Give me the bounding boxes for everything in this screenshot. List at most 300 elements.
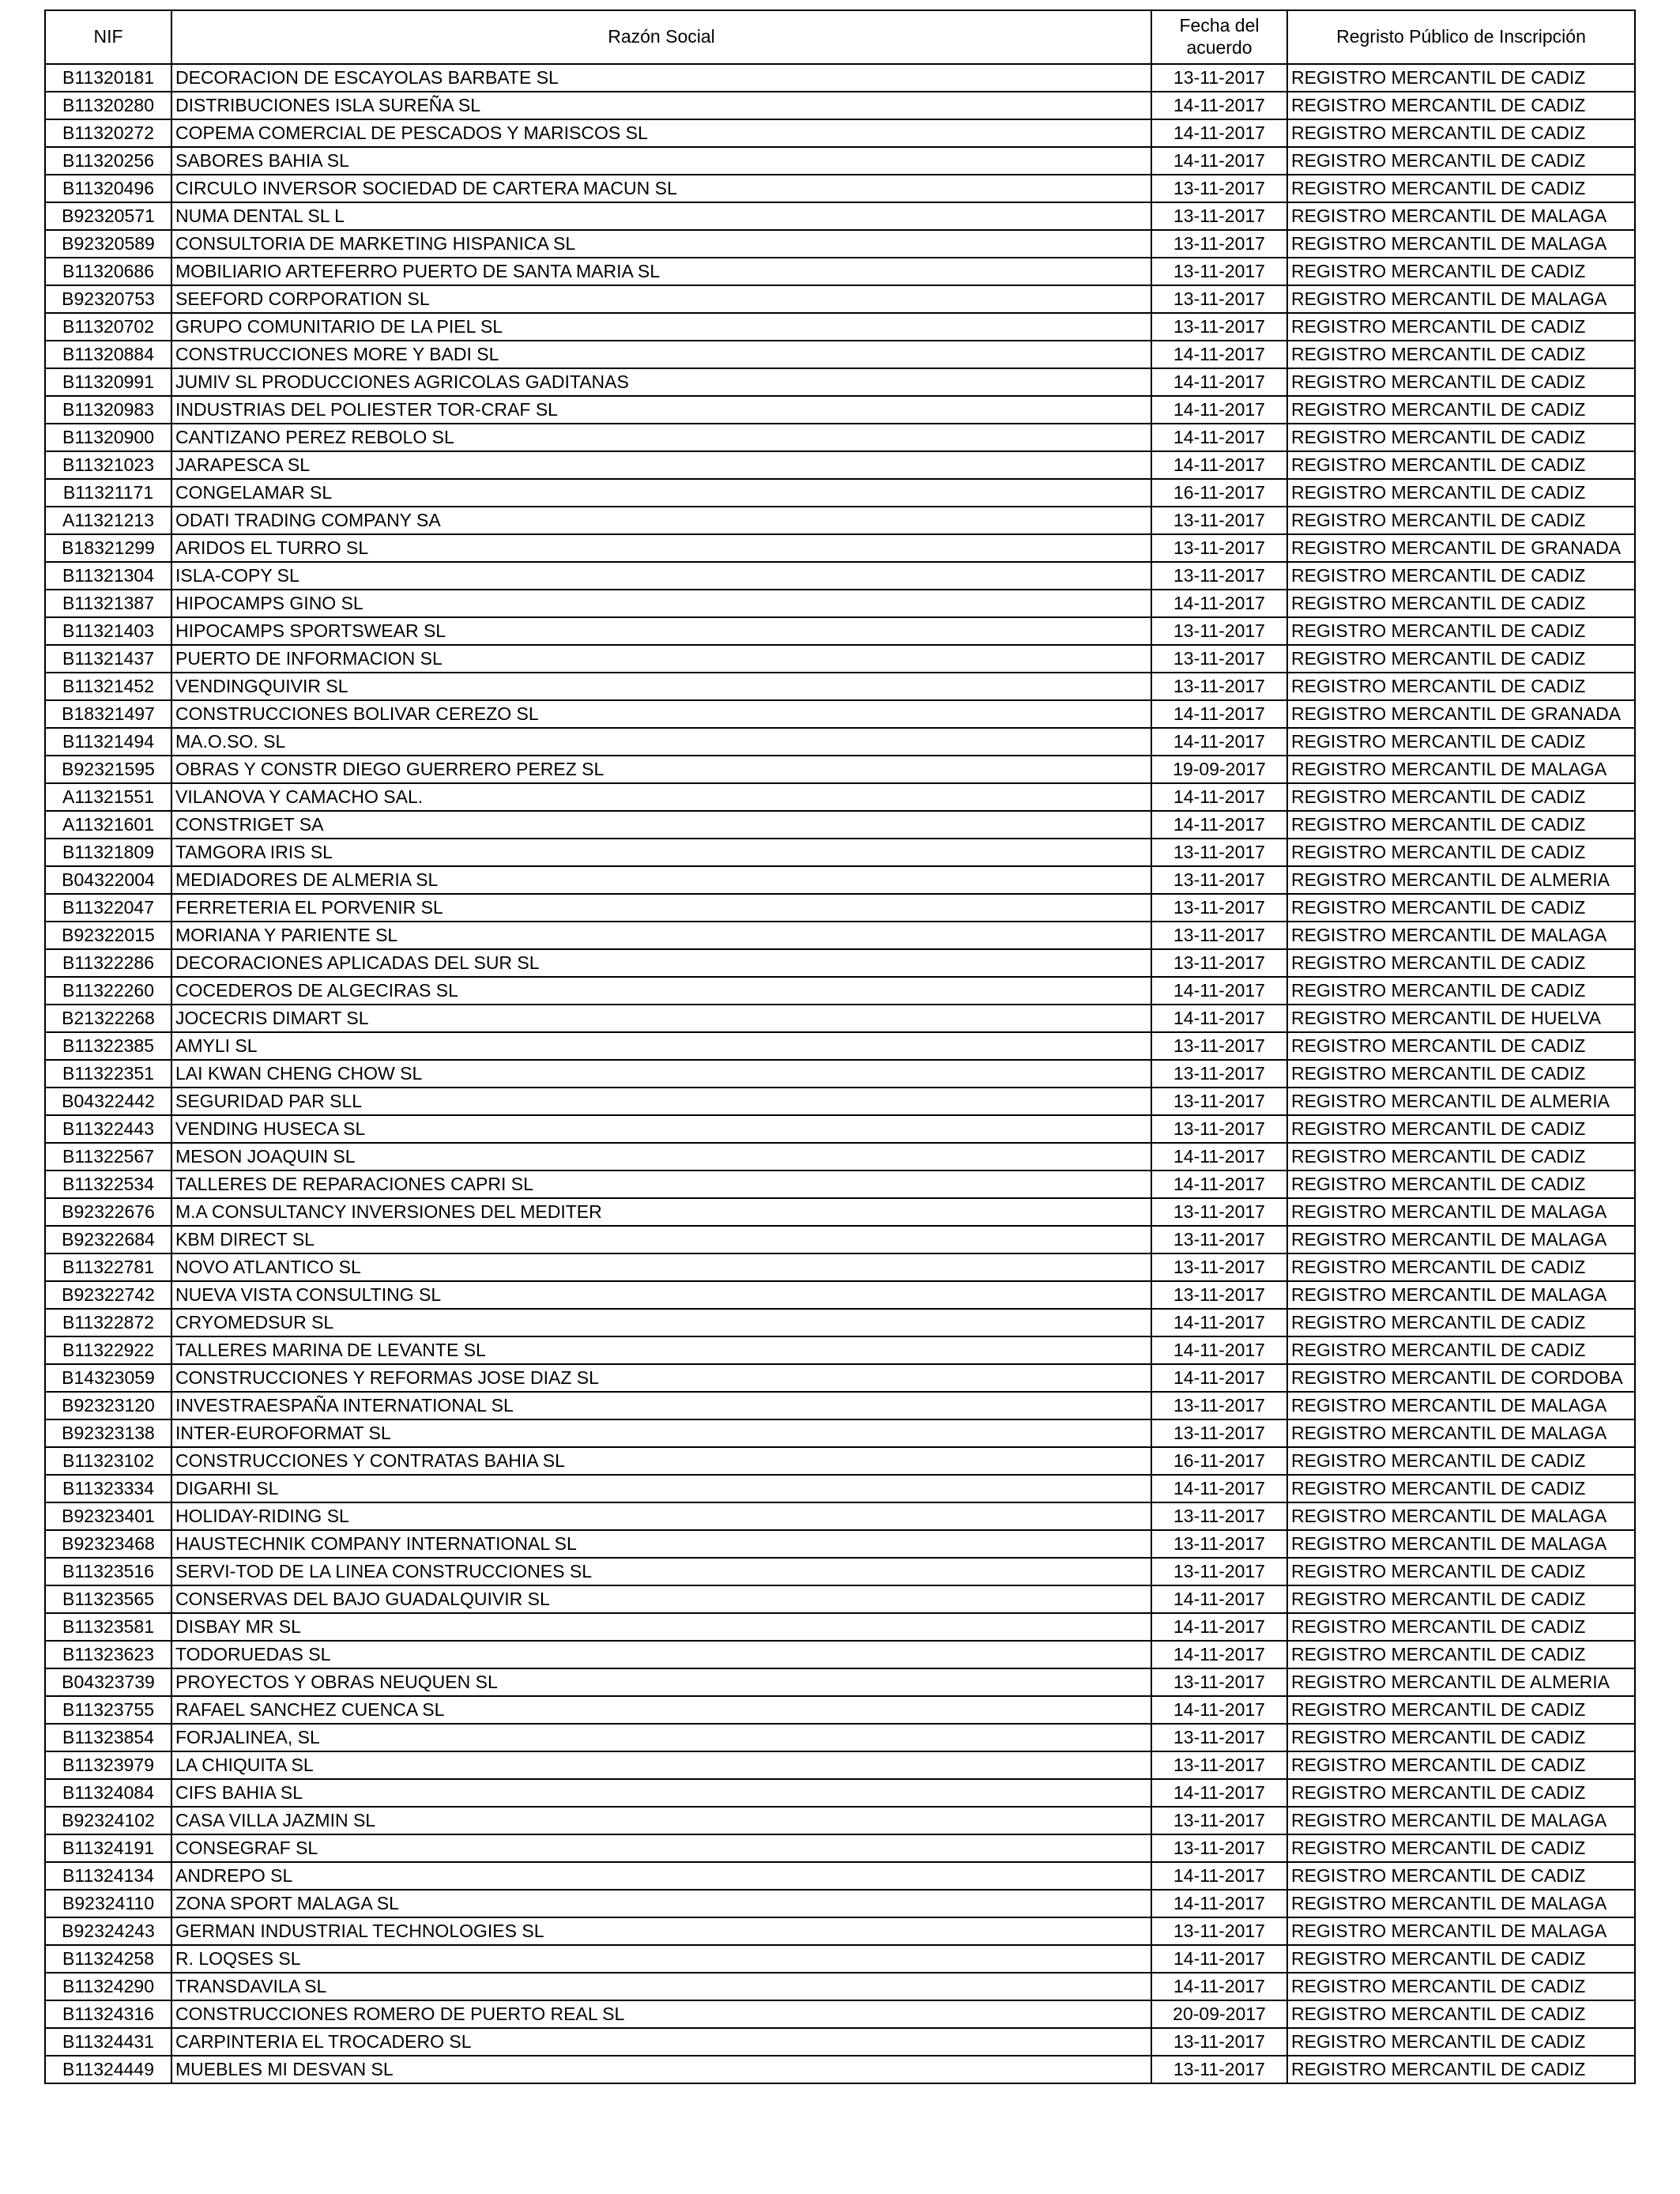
razon-social-cell: SERVI-TOD DE LA LINEA CONSTRUCCIONES SL [171, 1558, 1151, 1585]
table-row [45, 673, 1635, 700]
registro-cell: REGISTRO MERCANTIL DE CADIZ [1287, 2000, 1635, 2028]
registro-cell: REGISTRO MERCANTIL DE CADIZ [1287, 1171, 1635, 1198]
nif-cell: B11322567 [45, 1143, 171, 1171]
nif-cell: B11320983 [45, 396, 171, 424]
nif-cell: B92322742 [45, 1281, 171, 1309]
razon-social-cell: JARAPESCA SL [171, 451, 1151, 479]
razon-social-cell: DISTRIBUCIONES ISLA SUREÑA SL [171, 92, 1151, 119]
table-row [45, 424, 1635, 451]
nif-cell: B11321171 [45, 479, 171, 507]
registro-cell: REGISTRO MERCANTIL DE CADIZ [1287, 1309, 1635, 1336]
fecha-cell: 13-11-2017 [1151, 202, 1287, 230]
registro-cell: REGISTRO MERCANTIL DE CADIZ [1287, 1475, 1635, 1502]
fecha-cell: 14-11-2017 [1151, 1171, 1287, 1198]
fecha-cell: 14-11-2017 [1151, 1309, 1287, 1336]
razon-social-cell: NUEVA VISTA CONSULTING SL [171, 1281, 1151, 1309]
header-nif: NIF [45, 10, 171, 64]
nif-cell: B18321497 [45, 700, 171, 728]
razon-social-cell: CONSTRUCCIONES MORE Y BADI SL [171, 341, 1151, 368]
nif-cell: B11320272 [45, 119, 171, 147]
fecha-cell: 14-11-2017 [1151, 1585, 1287, 1613]
razon-social-cell: AMYLI SL [171, 1032, 1151, 1060]
fecha-cell: 14-11-2017 [1151, 1143, 1287, 1171]
table-row [45, 783, 1635, 811]
fecha-cell: 13-11-2017 [1151, 1253, 1287, 1281]
registro-cell: REGISTRO MERCANTIL DE CADIZ [1287, 2028, 1635, 2056]
table-row [45, 1032, 1635, 1060]
razon-social-cell: NOVO ATLANTICO SL [171, 1253, 1151, 1281]
table-row [45, 562, 1635, 590]
razon-social-cell: SABORES BAHIA SL [171, 147, 1151, 175]
razon-social-cell: CIRCULO INVERSOR SOCIEDAD DE CARTERA MACUN SL [171, 175, 1151, 202]
nif-cell: B04322442 [45, 1088, 171, 1115]
razon-social-cell: SEEFORD CORPORATION SL [171, 285, 1151, 313]
registro-cell: REGISTRO MERCANTIL DE MALAGA [1287, 922, 1635, 949]
fecha-cell: 14-11-2017 [1151, 783, 1287, 811]
nif-cell: B14323059 [45, 1364, 171, 1392]
razon-social-cell: CONSERVAS DEL BAJO GUADALQUIVIR SL [171, 1585, 1151, 1613]
fecha-cell: 14-11-2017 [1151, 728, 1287, 756]
fecha-cell: 13-11-2017 [1151, 894, 1287, 922]
fecha-cell: 13-11-2017 [1151, 1558, 1287, 1585]
header-fecha-acuerdo: Fecha del acuerdo [1151, 10, 1287, 64]
table-row [45, 1696, 1635, 1724]
fecha-cell: 14-11-2017 [1151, 368, 1287, 396]
table-row [45, 2028, 1635, 2056]
nif-cell: B11324316 [45, 2000, 171, 2028]
header-registro: Regristo Público de Inscripción [1287, 10, 1635, 64]
registro-cell: REGISTRO MERCANTIL DE CADIZ [1287, 1558, 1635, 1585]
razon-social-cell: GRUPO COMUNITARIO DE LA PIEL SL [171, 313, 1151, 341]
nif-cell: B92324110 [45, 1890, 171, 1917]
fecha-cell: 13-11-2017 [1151, 1502, 1287, 1530]
razon-social-cell: CRYOMEDSUR SL [171, 1309, 1151, 1336]
registro-cell: REGISTRO MERCANTIL DE MALAGA [1287, 230, 1635, 258]
nif-cell: B11320280 [45, 92, 171, 119]
fecha-cell: 14-11-2017 [1151, 1890, 1287, 1917]
registro-cell: REGISTRO MERCANTIL DE CADIZ [1287, 1032, 1635, 1060]
razon-social-cell: M.A CONSULTANCY INVERSIONES DEL MEDITER [171, 1198, 1151, 1226]
registro-cell: REGISTRO MERCANTIL DE MALAGA [1287, 1281, 1635, 1309]
registro-cell: REGISTRO MERCANTIL DE CADIZ [1287, 645, 1635, 673]
fecha-cell: 13-11-2017 [1151, 1807, 1287, 1834]
registro-cell: REGISTRO MERCANTIL DE HUELVA [1287, 1005, 1635, 1032]
registro-cell: REGISTRO MERCANTIL DE CADIZ [1287, 1834, 1635, 1862]
razon-social-cell: TODORUEDAS SL [171, 1641, 1151, 1668]
razon-social-cell: COCEDEROS DE ALGECIRAS SL [171, 977, 1151, 1005]
nif-cell: B11320256 [45, 147, 171, 175]
razon-social-cell: CANTIZANO PEREZ REBOLO SL [171, 424, 1151, 451]
fecha-cell: 13-11-2017 [1151, 507, 1287, 534]
fecha-cell: 14-11-2017 [1151, 396, 1287, 424]
razon-social-cell: HIPOCAMPS SPORTSWEAR SL [171, 617, 1151, 645]
registro-cell: REGISTRO MERCANTIL DE CADIZ [1287, 92, 1635, 119]
razon-social-cell: ZONA SPORT MALAGA SL [171, 1890, 1151, 1917]
table-row [45, 1668, 1635, 1696]
registro-cell: REGISTRO MERCANTIL DE CADIZ [1287, 1862, 1635, 1890]
registro-cell: REGISTRO MERCANTIL DE ALMERIA [1287, 1088, 1635, 1115]
registro-cell: REGISTRO MERCANTIL DE CADIZ [1287, 977, 1635, 1005]
registro-cell: REGISTRO MERCANTIL DE CADIZ [1287, 507, 1635, 534]
fecha-cell: 13-11-2017 [1151, 534, 1287, 562]
razon-social-cell: LAI KWAN CHENG CHOW SL [171, 1060, 1151, 1088]
registro-cell: REGISTRO MERCANTIL DE CADIZ [1287, 1060, 1635, 1088]
table-row [45, 451, 1635, 479]
registro-cell: REGISTRO MERCANTIL DE CADIZ [1287, 1253, 1635, 1281]
table-row [45, 1613, 1635, 1641]
razon-social-cell: OBRAS Y CONSTR DIEGO GUERRERO PEREZ SL [171, 756, 1151, 783]
fecha-cell: 13-11-2017 [1151, 175, 1287, 202]
table-row [45, 1171, 1635, 1198]
table-row [45, 230, 1635, 258]
razon-social-cell: CONSTRUCCIONES Y CONTRATAS BAHIA SL [171, 1447, 1151, 1475]
nif-cell: B92323138 [45, 1419, 171, 1447]
registro-cell: REGISTRO MERCANTIL DE CADIZ [1287, 1751, 1635, 1779]
razon-social-cell: COPEMA COMERCIAL DE PESCADOS Y MARISCOS SL [171, 119, 1151, 147]
razon-social-cell: PUERTO DE INFORMACION SL [171, 645, 1151, 673]
registro-cell: REGISTRO MERCANTIL DE MALAGA [1287, 1890, 1635, 1917]
fecha-cell: 13-11-2017 [1151, 839, 1287, 866]
razon-social-cell: CARPINTERIA EL TROCADERO SL [171, 2028, 1151, 2056]
fecha-cell: 13-11-2017 [1151, 1392, 1287, 1419]
registro-cell: REGISTRO MERCANTIL DE CADIZ [1287, 1724, 1635, 1751]
registro-cell: REGISTRO MERCANTIL DE MALAGA [1287, 1502, 1635, 1530]
fecha-cell: 20-09-2017 [1151, 2000, 1287, 2028]
razon-social-cell: ARIDOS EL TURRO SL [171, 534, 1151, 562]
razon-social-cell: DECORACION DE ESCAYOLAS BARBATE SL [171, 64, 1151, 92]
nif-cell: B92321595 [45, 756, 171, 783]
registro-cell: REGISTRO MERCANTIL DE CADIZ [1287, 590, 1635, 617]
nif-cell: B11323755 [45, 1696, 171, 1724]
nif-cell: B11323581 [45, 1613, 171, 1641]
fecha-cell: 13-11-2017 [1151, 1751, 1287, 1779]
registro-cell: REGISTRO MERCANTIL DE CADIZ [1287, 1641, 1635, 1668]
fecha-cell: 13-11-2017 [1151, 258, 1287, 285]
fecha-cell: 13-11-2017 [1151, 2028, 1287, 2056]
razon-social-cell: ANDREPO SL [171, 1862, 1151, 1890]
registro-cell: REGISTRO MERCANTIL DE MALAGA [1287, 1419, 1635, 1447]
table-row [45, 1917, 1635, 1945]
razon-social-cell: CONSTRIGET SA [171, 811, 1151, 839]
table-row [45, 866, 1635, 894]
fecha-cell: 14-11-2017 [1151, 1862, 1287, 1890]
table-row [45, 313, 1635, 341]
table-row [45, 1253, 1635, 1281]
table-row [45, 1834, 1635, 1862]
razon-social-cell: CONSTRUCCIONES BOLIVAR CEREZO SL [171, 700, 1151, 728]
registro-cell: REGISTRO MERCANTIL DE CADIZ [1287, 1585, 1635, 1613]
registro-cell: REGISTRO MERCANTIL DE MALAGA [1287, 202, 1635, 230]
razon-social-cell: ODATI TRADING COMPANY SA [171, 507, 1151, 534]
registro-cell: REGISTRO MERCANTIL DE CADIZ [1287, 949, 1635, 977]
fecha-cell: 14-11-2017 [1151, 1364, 1287, 1392]
registro-cell: REGISTRO MERCANTIL DE CADIZ [1287, 258, 1635, 285]
razon-social-cell: MEDIADORES DE ALMERIA SL [171, 866, 1151, 894]
razon-social-cell: INDUSTRIAS DEL POLIESTER TOR-CRAF SL [171, 396, 1151, 424]
fecha-cell: 13-11-2017 [1151, 645, 1287, 673]
registro-cell: REGISTRO MERCANTIL DE CADIZ [1287, 1779, 1635, 1807]
registro-cell: REGISTRO MERCANTIL DE MALAGA [1287, 1226, 1635, 1253]
table-row [45, 811, 1635, 839]
nif-cell: B11322872 [45, 1309, 171, 1336]
table-row [45, 894, 1635, 922]
fecha-cell: 14-11-2017 [1151, 700, 1287, 728]
fecha-cell: 13-11-2017 [1151, 673, 1287, 700]
nif-cell: B11323102 [45, 1447, 171, 1475]
table-row [45, 1419, 1635, 1447]
razon-social-cell: CONGELAMAR SL [171, 479, 1151, 507]
nif-cell: B11320496 [45, 175, 171, 202]
nif-cell: B11321494 [45, 728, 171, 756]
table-row [45, 839, 1635, 866]
nif-cell: B92323401 [45, 1502, 171, 1530]
fecha-cell: 13-11-2017 [1151, 313, 1287, 341]
nif-cell: B11320686 [45, 258, 171, 285]
table-row [45, 1447, 1635, 1475]
fecha-cell: 13-11-2017 [1151, 922, 1287, 949]
registro-cell: REGISTRO MERCANTIL DE CADIZ [1287, 811, 1635, 839]
table-row [45, 1558, 1635, 1585]
table-row [45, 1779, 1635, 1807]
registro-cell: REGISTRO MERCANTIL DE CADIZ [1287, 2056, 1635, 2083]
fecha-cell: 14-11-2017 [1151, 1779, 1287, 1807]
header-razon-social: Razón Social [171, 10, 1151, 64]
razon-social-cell: CONSTRUCCIONES ROMERO DE PUERTO REAL SL [171, 2000, 1151, 2028]
nif-cell: B11323516 [45, 1558, 171, 1585]
table-row [45, 2056, 1635, 2083]
table-row [45, 1392, 1635, 1419]
nif-cell: B11323565 [45, 1585, 171, 1613]
nif-cell: B11324449 [45, 2056, 171, 2083]
table-row [45, 119, 1635, 147]
registro-cell: REGISTRO MERCANTIL DE CADIZ [1287, 64, 1635, 92]
registro-cell: REGISTRO MERCANTIL DE CADIZ [1287, 562, 1635, 590]
nif-cell: B11322534 [45, 1171, 171, 1198]
registro-cell: REGISTRO MERCANTIL DE CADIZ [1287, 313, 1635, 341]
table-row [45, 617, 1635, 645]
nif-cell: B11324134 [45, 1862, 171, 1890]
table-row [45, 1530, 1635, 1558]
fecha-cell: 14-11-2017 [1151, 811, 1287, 839]
nif-cell: B21322268 [45, 1005, 171, 1032]
nif-cell: B11324290 [45, 1973, 171, 2000]
nif-cell: B11324084 [45, 1779, 171, 1807]
table-row [45, 1364, 1635, 1392]
table-row [45, 1862, 1635, 1890]
nif-cell: B11322385 [45, 1032, 171, 1060]
fecha-cell: 14-11-2017 [1151, 424, 1287, 451]
registro-cell: REGISTRO MERCANTIL DE CADIZ [1287, 1447, 1635, 1475]
registro-cell: REGISTRO MERCANTIL DE GRANADA [1287, 700, 1635, 728]
fecha-cell: 13-11-2017 [1151, 1088, 1287, 1115]
table-row [45, 92, 1635, 119]
nif-cell: B11323979 [45, 1751, 171, 1779]
table-row [45, 1198, 1635, 1226]
fecha-cell: 14-11-2017 [1151, 1005, 1287, 1032]
nif-cell: B92322676 [45, 1198, 171, 1226]
fecha-cell: 13-11-2017 [1151, 1281, 1287, 1309]
nif-cell: B11321437 [45, 645, 171, 673]
fecha-cell: 14-11-2017 [1151, 1475, 1287, 1502]
registro-cell: REGISTRO MERCANTIL DE CADIZ [1287, 1143, 1635, 1171]
fecha-cell: 13-11-2017 [1151, 949, 1287, 977]
nif-cell: B92320753 [45, 285, 171, 313]
fecha-cell: 13-11-2017 [1151, 866, 1287, 894]
nif-cell: B11320991 [45, 368, 171, 396]
table-row [45, 1309, 1635, 1336]
table-row [45, 1005, 1635, 1032]
registro-cell: REGISTRO MERCANTIL DE MALAGA [1287, 756, 1635, 783]
table-row [45, 1502, 1635, 1530]
nif-cell: B11321452 [45, 673, 171, 700]
table-row [45, 1115, 1635, 1143]
fecha-cell: 13-11-2017 [1151, 64, 1287, 92]
nif-cell: B11321304 [45, 562, 171, 590]
nif-cell: A11321213 [45, 507, 171, 534]
razon-social-cell: LA CHIQUITA SL [171, 1751, 1151, 1779]
fecha-cell: 14-11-2017 [1151, 341, 1287, 368]
fecha-cell: 14-11-2017 [1151, 92, 1287, 119]
nif-cell: B11321023 [45, 451, 171, 479]
razon-social-cell: DECORACIONES APLICADAS DEL SUR SL [171, 949, 1151, 977]
fecha-cell: 14-11-2017 [1151, 1696, 1287, 1724]
fecha-cell: 19-09-2017 [1151, 756, 1287, 783]
razon-social-cell: DISBAY MR SL [171, 1613, 1151, 1641]
registro-cell: REGISTRO MERCANTIL DE MALAGA [1287, 285, 1635, 313]
registro-cell: REGISTRO MERCANTIL DE CADIZ [1287, 894, 1635, 922]
razon-social-cell: VENDINGQUIVIR SL [171, 673, 1151, 700]
nif-cell: B92324102 [45, 1807, 171, 1834]
registro-cell: REGISTRO MERCANTIL DE CADIZ [1287, 147, 1635, 175]
registro-cell: REGISTRO MERCANTIL DE CADIZ [1287, 673, 1635, 700]
nif-cell: B92323468 [45, 1530, 171, 1558]
registro-cell: REGISTRO MERCANTIL DE ALMERIA [1287, 866, 1635, 894]
registro-cell: REGISTRO MERCANTIL DE CADIZ [1287, 424, 1635, 451]
nif-cell: B92322015 [45, 922, 171, 949]
table-row [45, 1475, 1635, 1502]
razon-social-cell: TRANSDAVILA SL [171, 1973, 1151, 2000]
table-row [45, 590, 1635, 617]
razon-social-cell: MUEBLES MI DESVAN SL [171, 2056, 1151, 2083]
nif-cell: B11323623 [45, 1641, 171, 1668]
nif-cell: B11320900 [45, 424, 171, 451]
nif-cell: B11321387 [45, 590, 171, 617]
nif-cell: B11322922 [45, 1336, 171, 1364]
razon-social-cell: HOLIDAY-RIDING SL [171, 1502, 1151, 1530]
razon-social-cell: ISLA-COPY SL [171, 562, 1151, 590]
fecha-cell: 13-11-2017 [1151, 617, 1287, 645]
nif-cell: B11320884 [45, 341, 171, 368]
nif-cell: B11322286 [45, 949, 171, 977]
table-row [45, 1143, 1635, 1171]
nif-cell: B11322351 [45, 1060, 171, 1088]
table-row [45, 147, 1635, 175]
table-row [45, 728, 1635, 756]
razon-social-cell: MESON JOAQUIN SL [171, 1143, 1151, 1171]
table-row [45, 368, 1635, 396]
table-row [45, 1890, 1635, 1917]
fecha-cell: 13-11-2017 [1151, 1668, 1287, 1696]
fecha-cell: 14-11-2017 [1151, 1945, 1287, 1973]
fecha-cell: 13-11-2017 [1151, 285, 1287, 313]
table-row [45, 1807, 1635, 1834]
table-row [45, 756, 1635, 783]
table-row [45, 977, 1635, 1005]
nif-cell: B11322443 [45, 1115, 171, 1143]
table-row [45, 396, 1635, 424]
registro-cell: REGISTRO MERCANTIL DE CADIZ [1287, 451, 1635, 479]
fecha-cell: 13-11-2017 [1151, 1419, 1287, 1447]
fecha-cell: 14-11-2017 [1151, 1973, 1287, 2000]
header-row [45, 10, 1635, 64]
table-row [45, 949, 1635, 977]
nif-cell: B11320702 [45, 313, 171, 341]
razon-social-cell: JUMIV SL PRODUCCIONES AGRICOLAS GADITANAS [171, 368, 1151, 396]
razon-social-cell: CONSTRUCCIONES Y REFORMAS JOSE DIAZ SL [171, 1364, 1151, 1392]
nif-cell: B11324191 [45, 1834, 171, 1862]
registro-cell: REGISTRO MERCANTIL DE CADIZ [1287, 119, 1635, 147]
fecha-cell: 14-11-2017 [1151, 977, 1287, 1005]
registro-cell: REGISTRO MERCANTIL DE CADIZ [1287, 1336, 1635, 1364]
razon-social-cell: CONSEGRAF SL [171, 1834, 1151, 1862]
registro-cell: REGISTRO MERCANTIL DE GRANADA [1287, 534, 1635, 562]
razon-social-cell: PROYECTOS Y OBRAS NEUQUEN SL [171, 1668, 1151, 1696]
registro-cell: REGISTRO MERCANTIL DE CADIZ [1287, 396, 1635, 424]
table-row [45, 1751, 1635, 1779]
registro-cell: REGISTRO MERCANTIL DE MALAGA [1287, 1530, 1635, 1558]
fecha-cell: 14-11-2017 [1151, 1641, 1287, 1668]
table-row [45, 479, 1635, 507]
registro-cell: REGISTRO MERCANTIL DE CADIZ [1287, 1115, 1635, 1143]
razon-social-cell: DIGARHI SL [171, 1475, 1151, 1502]
nif-cell: B92324243 [45, 1917, 171, 1945]
nif-cell: B11324431 [45, 2028, 171, 2056]
table-row [45, 1281, 1635, 1309]
razon-social-cell: HAUSTECHNIK COMPANY INTERNATIONAL SL [171, 1530, 1151, 1558]
nif-cell: B11323854 [45, 1724, 171, 1751]
razon-social-cell: FORJALINEA, SL [171, 1724, 1151, 1751]
registro-cell: REGISTRO MERCANTIL DE MALAGA [1287, 1807, 1635, 1834]
registro-cell: REGISTRO MERCANTIL DE CADIZ [1287, 341, 1635, 368]
razon-social-cell: TALLERES DE REPARACIONES CAPRI SL [171, 1171, 1151, 1198]
registro-cell: REGISTRO MERCANTIL DE MALAGA [1287, 1917, 1635, 1945]
nif-cell: B92320589 [45, 230, 171, 258]
registro-cell: REGISTRO MERCANTIL DE CADIZ [1287, 479, 1635, 507]
registro-cell: REGISTRO MERCANTIL DE CADIZ [1287, 1613, 1635, 1641]
table-row [45, 1724, 1635, 1751]
fecha-cell: 13-11-2017 [1151, 1724, 1287, 1751]
razon-social-cell: INTER-EUROFORMAT SL [171, 1419, 1151, 1447]
nif-cell: A11321551 [45, 783, 171, 811]
table-row [45, 645, 1635, 673]
registro-cell: REGISTRO MERCANTIL DE CADIZ [1287, 368, 1635, 396]
fecha-cell: 13-11-2017 [1151, 1060, 1287, 1088]
table-body [45, 64, 1635, 2083]
nif-cell: B11324258 [45, 1945, 171, 1973]
razon-social-cell: MORIANA Y PARIENTE SL [171, 922, 1151, 949]
table-row [45, 258, 1635, 285]
table-row [45, 1336, 1635, 1364]
razon-social-cell: RAFAEL SANCHEZ CUENCA SL [171, 1696, 1151, 1724]
registro-cell: REGISTRO MERCANTIL DE CADIZ [1287, 839, 1635, 866]
fecha-cell: 13-11-2017 [1151, 1834, 1287, 1862]
nif-cell: B11322260 [45, 977, 171, 1005]
registro-cell: REGISTRO MERCANTIL DE CADIZ [1287, 617, 1635, 645]
table-row [45, 64, 1635, 92]
table-row [45, 1226, 1635, 1253]
fecha-cell: 13-11-2017 [1151, 230, 1287, 258]
fecha-cell: 13-11-2017 [1151, 562, 1287, 590]
